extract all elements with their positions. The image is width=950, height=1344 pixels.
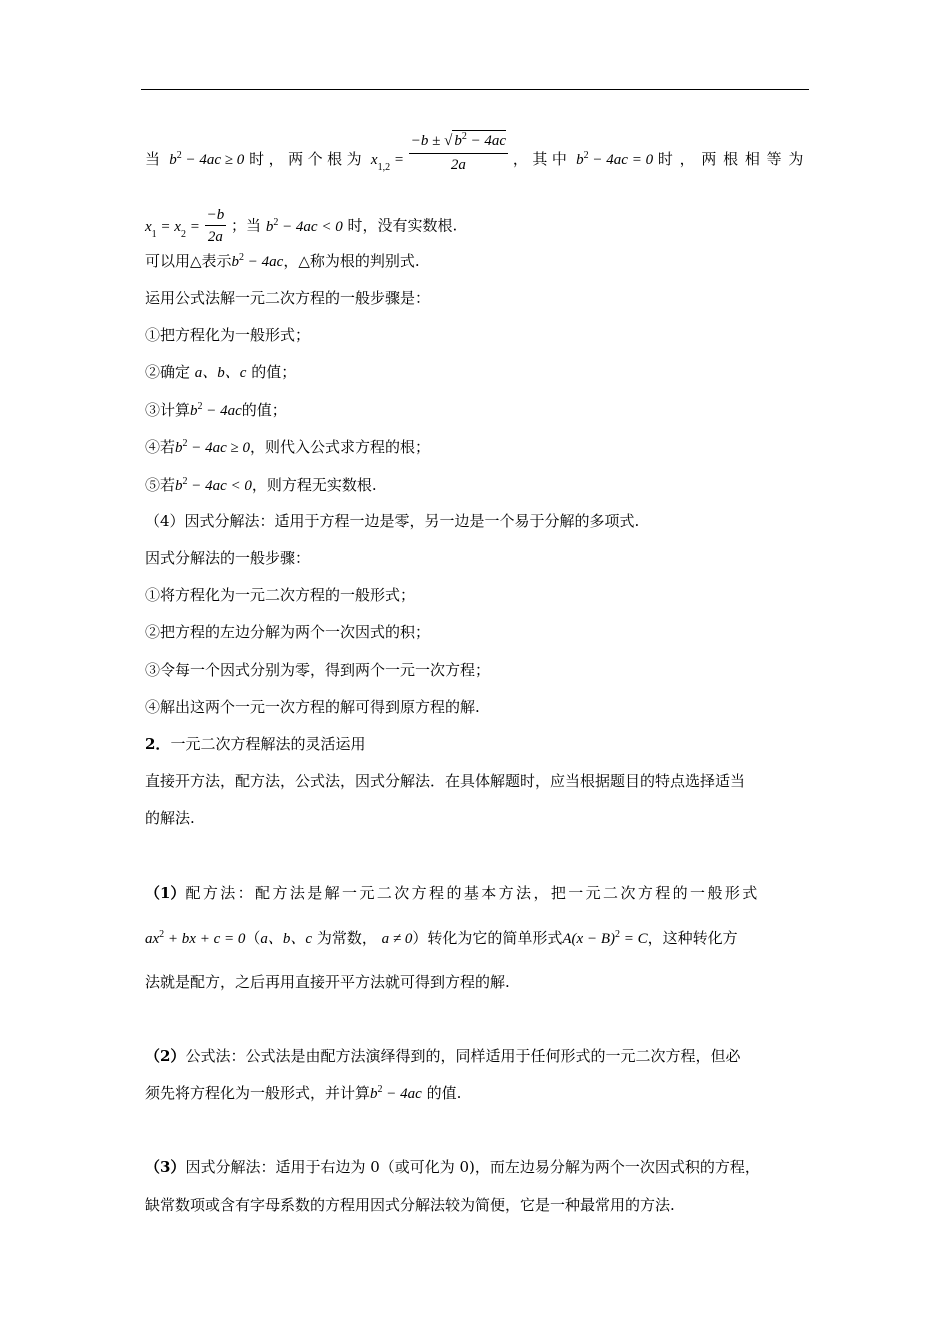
line-factor-step-4: ④解出这两个一元一次方程的解可得到原方程的解. [145,698,480,716]
line-formula-method [145,1046,740,1066]
text: 时，两根相等为 [657,150,811,168]
line-factor-step-1: ①将方程化为一元二次方程的一般形式； [145,586,416,604]
frac-num: −b ± [410,133,441,149]
line-factor-step-3: ③令每一个因式分别为零，得到两个一元一次方程； [145,661,491,679]
text: ③计算 [145,401,191,419]
text: 为常数， [316,929,377,947]
text: 时，没有实数根. [347,216,458,235]
text: ⑤若 [145,476,176,494]
line-factoring-method [145,1157,760,1177]
line-methods-cont: 的解法. [145,809,195,827]
line-completing-square [145,883,760,903]
frac-root: $b^2 - 4ac$ [452,130,506,153]
variables: a、b、c [260,931,313,947]
discriminant-negative: $b^2 - 4ac < 0$ [265,216,343,235]
discriminant-expr: $b^2 - 4ac$ [370,1084,422,1102]
line-step-5 [145,475,377,498]
section-title: 一元二次方程解法的灵活运用 [170,735,366,753]
x1x2-label: $x_1 = x_2$ = [145,218,200,240]
text: ，则方程无实数根. [251,476,377,494]
line-step-3 [145,400,287,423]
frac-den: 2a [207,229,223,245]
line-step-4 [145,437,430,460]
text: （ [245,929,261,947]
text: ，这种转化方 [647,929,738,947]
item-number: （3） [145,1158,186,1176]
discriminant-expr: $b^2 - 4ac < 0$ [175,476,252,494]
line-equal-roots [145,205,457,248]
discriminant-expr: $b^2 - 4ac \ge 0$ [175,438,251,456]
text: ，△称为根的判别式. [283,252,420,270]
line-factoring-steps-intro: 因式分解法的一般步骤： [145,549,311,567]
line-completing-square-cont: 法就是配方，之后再用直接开平方法就可得到方程的解. [145,973,510,991]
discriminant-zero: $b^2 - 4ac = 0$ [576,150,654,168]
line-steps-intro: 运用公式法解一元二次方程的一般步骤是： [145,289,431,307]
header-rule [141,89,809,90]
variables: a、b、c [194,365,247,381]
nonzero-cond: a ≠ 0 [381,931,413,947]
text: 公式法：公式法是由配方法演绎得到的，同样适用于任何形式的一元二次方程，但必 [185,1047,741,1065]
line-factor-step-2: ②把方程的左边分解为两个一次因式的积； [145,623,431,641]
text: 的值. [426,1084,462,1102]
frac-den: 2a [450,157,466,173]
text: 时，两个根为 [249,150,367,168]
text: 可以用△表示 [145,252,232,270]
line-step-2 [145,362,296,383]
text: ，其中 [512,150,572,168]
equal-root-fraction [205,205,227,248]
item-number: （1） [145,884,186,902]
x12-label: $x_{1,2}$ = [370,152,404,173]
item-number: （2） [145,1047,186,1065]
text: 当 [145,150,165,168]
line-roots-formula [145,131,811,176]
line-general-form [145,928,738,951]
discriminant-expr: $b^2 - 4ac$ [231,252,284,270]
frac-num: −b [205,205,227,226]
line-formula-method-cont [145,1083,461,1106]
section-number: 2． [145,735,171,753]
general-form-eq: $ax^2$ + bx + c = 0 [145,929,246,947]
line-methods: 直接开方法，配方法，公式法，因式分解法．在具体解题时，应当根据题目的特点选择适当 [145,772,746,790]
line-factoring-method-cont: 缺常数项或含有字母系数的方程用因式分解法较为简便，它是一种最常用的方法. [145,1196,675,1214]
text: 须先将方程化为一般形式，并计算 [145,1084,371,1102]
text: 因式分解法：适用于右边为 0（或可化为 0)，而左边易分解为两个一次因式积的方程， [185,1158,760,1176]
discriminant-expr: $b^2 - 4ac$ [190,401,242,419]
line-discriminant-def [145,251,420,274]
text: 配方法：配方法是解一元二次方程的基本方法，把一元二次方程的一般形式 [185,884,760,902]
root-formula-fraction: $\frac{-b \pm √ b^2 - 4ac}{2a}$ [409,130,508,176]
text: ，则代入公式求方程的根； [250,438,431,456]
text: ④若 [145,438,176,456]
text: ；当 [231,216,262,235]
simple-form: $A(x - B)^2 = C$ [562,929,648,947]
text: 的值； [251,363,297,381]
line-step-1: ①把方程化为一般形式； [145,326,311,344]
text: ②确定 [145,363,191,381]
text: ）转化为它的简单形式 [412,929,563,947]
section-heading-2 [145,734,365,754]
text: 的值； [241,401,287,419]
discriminant-expr: $b^2 - 4ac \ge 0$ [169,150,245,168]
line-factoring-heading: （4）因式分解法：适用于方程一边是零，另一边是一个易于分解的多项式. [145,512,640,530]
